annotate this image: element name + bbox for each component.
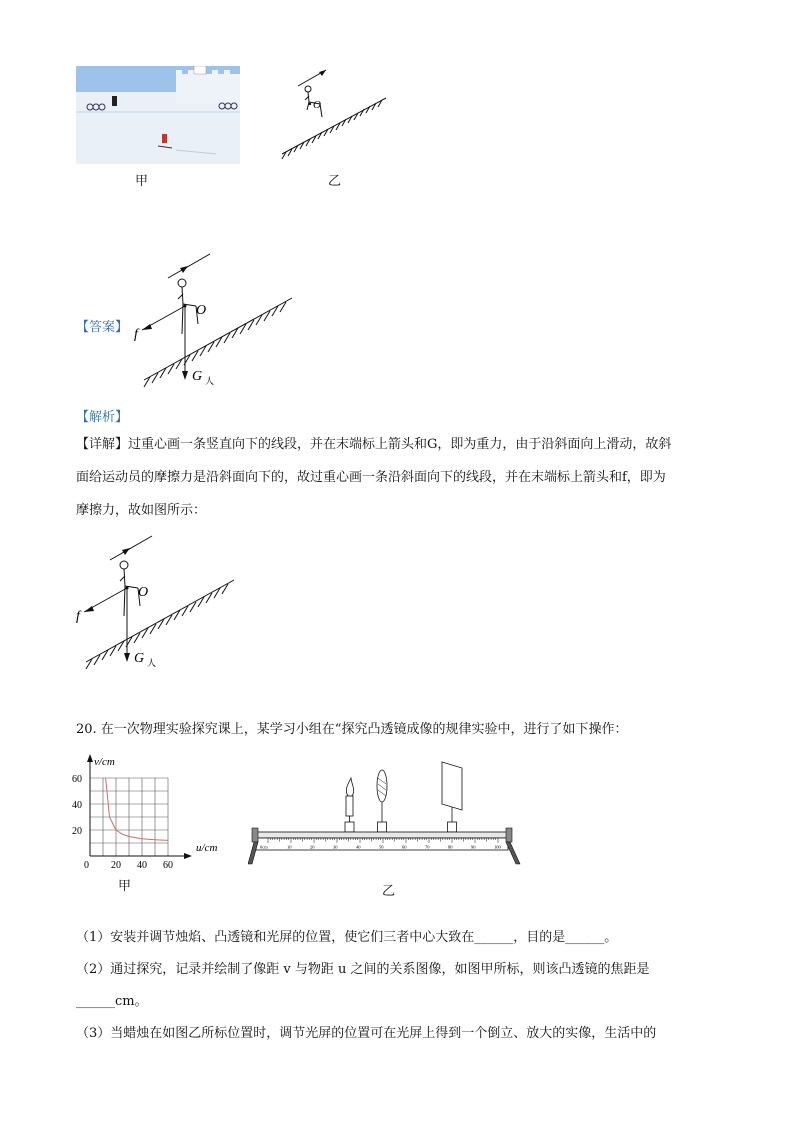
y-axis-label: v/cm <box>94 756 115 768</box>
x-tick-label: 20 <box>111 860 121 870</box>
bench-caption-yi: 乙 <box>382 884 396 899</box>
optical-bench-icon <box>248 760 528 868</box>
figure-caption-jia: 甲 <box>135 174 149 189</box>
scale-label: 60 <box>402 844 407 850</box>
bench-stand-right <box>506 828 520 864</box>
scale-label: 50 <box>379 844 384 850</box>
incline-hatching <box>144 302 286 387</box>
scale-label: 80 <box>448 844 453 850</box>
y-tick-label: 40 <box>72 800 82 811</box>
y-tick-label: 60 <box>72 774 82 785</box>
answer-diagram <box>130 248 298 388</box>
graph-caption-jia: 甲 <box>118 879 132 894</box>
detail-line-2: 面给运动员的摩擦力是沿斜面向下的，故过重心画一条沿斜面向下的线段，并在末端标上箭头和f，即为 <box>76 470 666 485</box>
svg-text:f: f <box>76 609 80 624</box>
scale-label: 90 <box>471 844 476 850</box>
candle-icon <box>345 778 354 832</box>
svg-text:G: G <box>134 651 145 666</box>
question-20-stem: 20. 在一次物理实验探究课上，某学习小组在“探究凸透镜成像的规律实验中，进行了如下操作： <box>76 722 628 737</box>
svg-text:G: G <box>192 369 203 384</box>
subquestion-2-line-2: ______cm。 <box>76 994 148 1009</box>
force-diagram-icon <box>130 248 298 388</box>
optical-bench <box>248 760 528 868</box>
top-photo <box>76 66 240 164</box>
x-tick-label: 40 <box>137 860 147 870</box>
x-tick-label: 60 <box>163 860 173 870</box>
svg-text:人: 人 <box>147 658 157 668</box>
svg-text:人: 人 <box>205 376 215 386</box>
scale-label: 0cm <box>260 844 268 850</box>
x-axis-label: u/cm <box>196 842 218 854</box>
force-diagram-icon <box>72 530 240 670</box>
svg-text:O: O <box>313 99 321 111</box>
detail-line-3: 摩擦力，故如图所示： <box>76 503 207 518</box>
scale-label: 100 <box>494 844 501 850</box>
scale-label: 10 <box>287 844 292 850</box>
svg-text:O: O <box>138 585 149 600</box>
v-u-curve <box>106 778 168 840</box>
scale-label: 70 <box>425 844 430 850</box>
analysis-detail <box>76 428 726 527</box>
y-tick-label: 20 <box>72 826 82 837</box>
detail-line-1: 【详解】过重心画一条竖直向下的线段，并在末端标上箭头和G，即为重力，由于沿斜面向上滑动，故斜 <box>76 437 672 452</box>
scale-label: 30 <box>333 844 338 850</box>
subquestion-3: （3）当蜡烛在如图乙所标位置时，调节光屏的位置可在光屏上得到一个倒立、放大的实像，生活中的 <box>76 1026 657 1041</box>
bench-stand-left <box>248 828 258 864</box>
v-u-graph <box>70 752 230 870</box>
skier-incline-icon <box>276 64 392 164</box>
incline-hatching <box>86 584 228 669</box>
screen-icon <box>442 762 462 832</box>
svg-text:f: f <box>134 327 138 342</box>
v-u-chart <box>70 752 230 870</box>
subquestion-2-line-1: （2）通过探究，记录并绘制了像距 v 与物距 u 之间的关系图像，如图甲所标，则该凸透镜的焦距是 <box>76 962 650 977</box>
scale-label: 20 <box>310 844 315 850</box>
scale-label: 40 <box>356 844 361 850</box>
figure-caption-yi: 乙 <box>328 174 342 189</box>
lens-icon <box>377 770 387 832</box>
subquestion-1: （1）安装并调节烛焰、凸透镜和光屏的位置，使它们三者中心大致在______，目的是______。 <box>76 930 618 945</box>
x-tick-label: 0 <box>84 860 89 870</box>
answer-tag: 【答案】 <box>76 320 129 335</box>
analysis-diagram <box>72 530 240 670</box>
svg-text:O: O <box>196 303 207 318</box>
ski-jump-photo-icon <box>76 66 240 164</box>
incline-diagram-top <box>276 64 392 164</box>
analysis-tag: 【解析】 <box>76 410 129 425</box>
